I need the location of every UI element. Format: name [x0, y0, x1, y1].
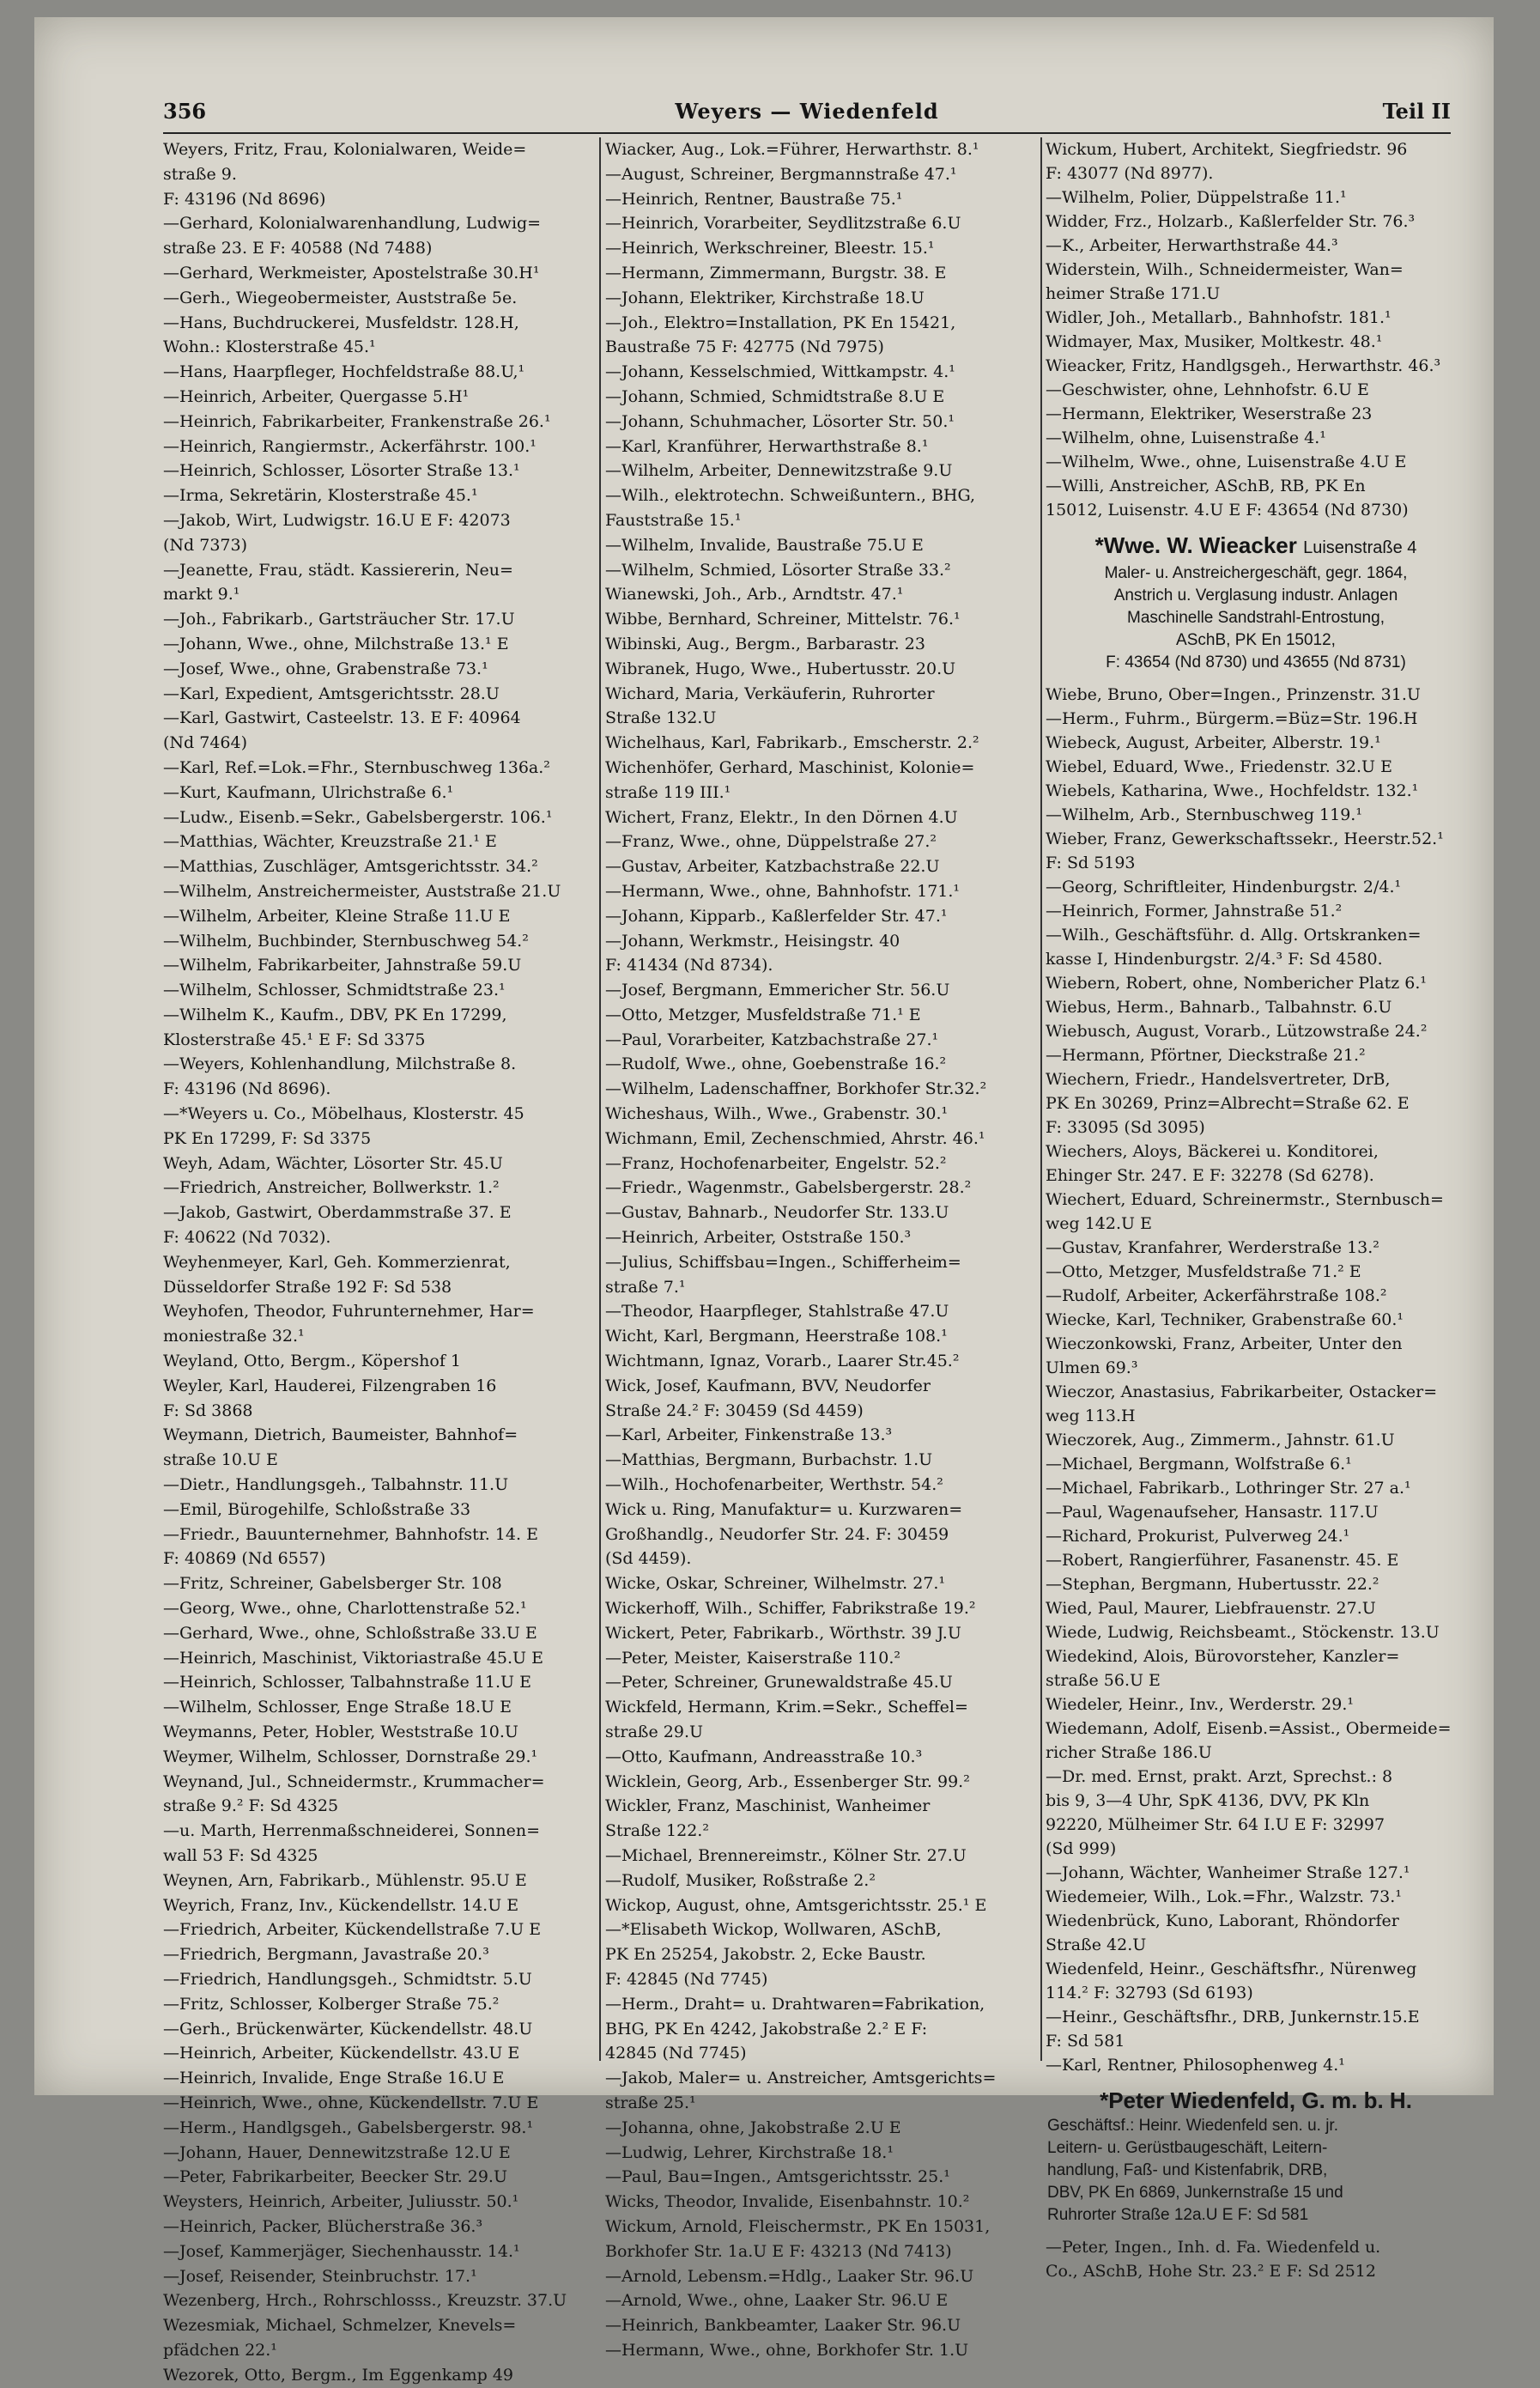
directory-entry-line: Wickum, Arnold, Fleischermstr., PK En 15031, — [605, 2216, 991, 2236]
directory-entry-line: —Franz, Hochofenarbeiter, Engelstr. 52.² — [605, 1153, 947, 1173]
directory-entry-line: —Heinrich, Arbeiter, Quergasse 5.H¹ — [163, 386, 470, 406]
directory-entry-line: straße 10.U E — [163, 1450, 278, 1470]
directory-entry-line: Weyhenmeyer, Karl, Geh. Kommerzienrat, — [163, 1252, 511, 1272]
directory-entry-line: straße 119 III.¹ — [605, 782, 731, 802]
directory-entry-line: —Johann, Wächter, Wanheimer Straße 127.¹ — [1046, 1863, 1410, 1882]
directory-entry-line: —Hermann, Elektriker, Weserstraße 23 — [1046, 404, 1373, 423]
directory-entry-line: —Heinr., Geschäftsfhr., DRB, Junkernstr.15.E — [1046, 2008, 1420, 2026]
directory-entry-line: —Jeanette, Frau, städt. Kassiererin, Neu= — [163, 560, 513, 580]
directory-entry-line: Wiede, Ludwig, Reichsbeamt., Stöckenstr. 13.U — [1046, 1623, 1440, 1642]
directory-entry-line: —Peter, Meister, Kaiserstraße 110.² — [605, 1648, 900, 1668]
directory-entry-line: —Wilh., Hochofenarbeiter, Werthstr. 54.² — [605, 1475, 943, 1495]
directory-entry-line: —Georg, Schriftleiter, Hindenburgstr. 2/4.¹ — [1046, 878, 1402, 896]
directory-entry-line: Wiebe, Bruno, Ober=Ingen., Prinzenstr. 31.U — [1046, 685, 1421, 704]
directory-entry-line: —Gerhard, Wwe., ohne, Schloßstraße 33.U E — [163, 1623, 537, 1643]
directory-entry-line: Wicheshaus, Wilh., Wwe., Grabenstr. 30.¹ — [605, 1104, 949, 1124]
directory-entry-line: —Irma, Sekretärin, Klosterstraße 45.¹ — [163, 486, 478, 506]
directory-entry-line: —Dr. med. Ernst, prakt. Arzt, Sprechst.: 8 — [1046, 1767, 1393, 1786]
directory-entry-line: —Richard, Prokurist, Pulverweg 24.¹ — [1046, 1527, 1350, 1546]
directory-entry-line: —Wilhelm, Schmied, Lösorter Straße 33.² — [605, 560, 951, 580]
directory-entry-line: markt 9.¹ — [163, 585, 240, 605]
directory-entry-line: PK En 17299, F: Sd 3375 — [163, 1128, 372, 1148]
directory-entry-line: —Willi, Anstreicher, ASchB, RB, PK En — [1046, 477, 1366, 495]
directory-entry-line: —Rudolf, Musiker, Roßstraße 2.² — [605, 1870, 876, 1890]
directory-entry-line: —Friedrich, Anstreicher, Bollwerkstr. 1.² — [163, 1178, 500, 1198]
directory-entry-line: —Rudolf, Wwe., ohne, Goebenstraße 16.² — [605, 1054, 947, 1074]
directory-entry-line: —Heinrich, Arbeiter, Kückendellstr. 43.U E — [163, 2044, 520, 2063]
directory-entry-line: F: Sd 581 — [1046, 2032, 1125, 2051]
directory-entry-line: —u. Marth, Herrenmaßschneiderei, Sonnen= — [163, 1821, 541, 1841]
ad-line: handlung, Faß- und Kistenfabrik, DRB, — [1047, 2161, 1328, 2179]
directory-entry-line: F: 40869 (Nd 6557) — [163, 1549, 326, 1569]
ad-line: DBV, PK En 6869, Junkernstraße 15 und — [1047, 2184, 1343, 2202]
directory-entry-line: —Hermann, Wwe., ohne, Bahnhofstr. 171.¹ — [605, 881, 961, 901]
directory-entry-line: Wick, Josef, Kaufmann, BVV, Neudorfer — [605, 1376, 931, 1395]
directory-entry-line: F: 41434 (Nd 8734). — [605, 956, 773, 975]
directory-entry-line: Weyrich, Franz, Inv., Kückendellstr. 14.U E — [163, 1895, 519, 1915]
directory-entry-line: Wickler, Franz, Maschinist, Wanheimer — [605, 1796, 931, 1816]
directory-entry-line: —Friedrich, Handlungsgeh., Schmidtstr. 5.U — [163, 1969, 532, 1989]
directory-entry-line: Wieczonkowski, Franz, Arbeiter, Unter den — [1046, 1334, 1403, 1353]
directory-entry-line: Wiebus, Herm., Bahnarb., Talbahnstr. 6.U — [1046, 998, 1392, 1017]
directory-entry-line: —Josef, Reisender, Steinbruchstr. 17.¹ — [163, 2266, 477, 2286]
directory-entry-line: F: 42845 (Nd 7745) — [605, 1969, 768, 1989]
directory-entry-line: Weynen, Arn, Fabrikarb., Mühlenstr. 95.U E — [163, 1870, 527, 1890]
directory-entry-line: —Wilhelm, Arbeiter, Dennewitzstraße 9.U — [605, 461, 953, 481]
directory-entry-line: —Wilh., Geschäftsführ. d. Allg. Ortskranken= — [1046, 926, 1422, 945]
directory-entry-line: F: 33095 (Sd 3095) — [1046, 1118, 1205, 1137]
directory-entry-line: —Hermann, Zimmermann, Burgstr. 38. E — [605, 263, 947, 283]
directory-entry-line: —Ludw., Eisenb.=Sekr., Gabelsbergerstr. 106.¹ — [163, 807, 553, 827]
directory-entry-line: —Wilhelm, Buchbinder, Sternbuschweg 54.² — [163, 931, 529, 951]
ad-line: F: 43654 (Nd 8730) und 43655 (Nd 8731) — [1106, 653, 1406, 671]
directory-entry-line: —Fritz, Schreiner, Gabelsberger Str. 108 — [163, 1574, 502, 1594]
directory-entry-line: F: 43077 (Nd 8977). — [1046, 164, 1214, 183]
directory-entry-line: Düsseldorfer Straße 192 F: Sd 538 — [163, 1277, 452, 1297]
directory-entry-line: Weysters, Heinrich, Arbeiter, Juliusstr. 50.¹ — [163, 2192, 519, 2212]
entries-list — [605, 137, 1033, 2363]
directory-entry-line: —Hans, Buchdruckerei, Musfeldstr. 128.H, — [163, 313, 519, 332]
directory-entry-line: Wiechers, Aloys, Bäckerei u. Konditorei, — [1046, 1142, 1379, 1161]
directory-entry-line: Großhandlg., Neudorfer Str. 24. F: 30459 — [605, 1524, 949, 1544]
directory-entry-line: Wied, Paul, Maurer, Liebfrauenstr. 27.U — [1046, 1599, 1376, 1618]
advertisement-wieacker — [1046, 527, 1466, 678]
directory-entry-line: —Hermann, Pförtner, Dieckstraße 21.² — [1046, 1046, 1366, 1065]
directory-entry-line: —Friedr., Wagenmstr., Gabelsbergerstr. 28.² — [605, 1178, 972, 1198]
directory-entry-line: —Herm., Draht= u. Drahtwaren=Fabrikation, — [605, 1994, 985, 2014]
directory-entry-line: Ehinger Str. 247. E F: 32278 (Sd 6278). — [1046, 1166, 1374, 1185]
directory-entry-line: —Gustav, Kranfahrer, Werderstraße 13.² — [1046, 1238, 1379, 1257]
directory-entry-line: Wicht, Karl, Bergmann, Heerstraße 108.¹ — [605, 1327, 948, 1346]
directory-entry-line: Straße 24.² F: 30459 (Sd 4459) — [605, 1401, 864, 1420]
directory-entry-line: —August, Schreiner, Bergmannstraße 47.¹ — [605, 164, 957, 184]
column-divider — [1040, 137, 1042, 2061]
directory-entry-line: straße 7.¹ — [605, 1277, 686, 1297]
directory-entry-line: Wickum, Hubert, Architekt, Siegfriedstr. 96 — [1046, 140, 1408, 159]
directory-entry-line: —Otto, Kaufmann, Andreasstraße 10.³ — [605, 1747, 923, 1766]
directory-entry-line: —Gerhard, Werkmeister, Apostelstraße 30.H¹ — [163, 263, 540, 283]
directory-entry-line: Wieacker, Fritz, Handlgsgeh., Herwarthstr. 46.³ — [1046, 356, 1441, 375]
ad-line: Maler- u. Anstreichergeschäft, gegr. 1864, — [1104, 564, 1408, 582]
ad-line: Leitern- u. Gerüstbaugeschäft, Leitern- — [1047, 2139, 1328, 2157]
directory-entry-line: —Herm., Handlgsgeh., Gabelsbergerstr. 98.¹ — [163, 2118, 534, 2137]
directory-entry-line: —Arnold, Wwe., ohne, Laaker Str. 96.U E — [605, 2291, 949, 2311]
directory-entry-line: weg 142.U E — [1046, 1214, 1152, 1233]
directory-entry-line: Fauststraße 15.¹ — [605, 510, 742, 530]
directory-entry-line: straße 9.² F: Sd 4325 — [163, 1796, 339, 1816]
directory-entry-line: Wezenberg, Hrch., Rohrschlosss., Kreuzstr. 37.U — [163, 2291, 567, 2311]
directory-entry-line: Wichard, Maria, Verkäuferin, Ruhrorter — [605, 684, 935, 703]
directory-entry-line: —Heinrich, Fabrikarbeiter, Frankenstraße 26.¹ — [163, 411, 551, 431]
header-rule — [163, 132, 1451, 134]
directory-page — [34, 17, 1494, 2385]
directory-entry-line: —Dietr., Handlungsgeh., Talbahnstr. 11.U — [163, 1475, 509, 1495]
directory-entry-line: —Johann, Schuhmacher, Lösorter Str. 50.¹ — [605, 411, 955, 431]
directory-entry-line: —Johann, Hauer, Dennewitzstraße 12.U E — [163, 2142, 511, 2162]
directory-entry-line: Wickop, August, ohne, Amtsgerichtsstr. 25.¹ E — [605, 1895, 987, 1915]
directory-entry-line: Wichtmann, Ignaz, Vorarb., Laarer Str.45.² — [605, 1352, 960, 1371]
directory-entry-line: 92220, Mülheimer Str. 64 I.U E F: 32997 — [1046, 1815, 1385, 1834]
directory-entry-line: Wiacker, Aug., Lok.=Führer, Herwarthstr. 8.¹ — [605, 140, 979, 159]
directory-entry-line: —Wilhelm, Arbeiter, Kleine Straße 11.U E — [163, 906, 511, 926]
directory-entry-line: Wieczor, Anastasius, Fabrikarbeiter, Ostacker= — [1046, 1382, 1438, 1401]
directory-entry-line: —Jakob, Maler= u. Anstreicher, Amtsgerichts= — [605, 2069, 997, 2088]
directory-entry-line: Wieczorek, Aug., Zimmerm., Jahnstr. 61.U — [1046, 1431, 1395, 1449]
directory-entry-line: Ulmen 69.³ — [1046, 1358, 1138, 1377]
directory-entry-line: Straße 132.U — [605, 708, 717, 728]
directory-entry-line: —Heinrich, Maschinist, Viktoriastraße 45.U E — [163, 1648, 543, 1668]
directory-entry-line: —Peter, Schreiner, Grunewaldstraße 45.U — [605, 1673, 953, 1692]
directory-entry-line: —Heinrich, Wwe., ohne, Kückendellstr. 7.U E — [163, 2093, 539, 2112]
running-title: Weyers — Wiedenfeld — [675, 99, 939, 124]
directory-entry-line: Wickfeld, Hermann, Krim.=Sekr., Scheffel= — [605, 1698, 968, 1717]
directory-entry-line: Wicks, Theodor, Invalide, Eisenbahnstr. 10.² — [605, 2192, 970, 2212]
directory-entry-line: Baustraße 75 F: 42775 (Nd 7975) — [605, 337, 884, 357]
directory-entry-line: —Wilhelm, Polier, Düppelstraße 11.¹ — [1046, 188, 1347, 207]
directory-entry-line: —K., Arbeiter, Herwarthstraße 44.³ — [1046, 236, 1338, 255]
directory-entry-line: straße 25.¹ — [605, 2093, 696, 2112]
directory-entry-line: Wichelhaus, Karl, Fabrikarb., Emscherstr. 2.² — [605, 733, 979, 753]
directory-entry-line: —Karl, Rentner, Philosophenweg 4.¹ — [1046, 2056, 1345, 2075]
directory-entry-line: —Johann, Werkmstr., Heisingstr. 40 — [605, 931, 900, 951]
directory-entry-line: —Heinrich, Bankbeamter, Laaker Str. 96.U — [605, 2316, 961, 2336]
directory-entry-line: Wiebern, Robert, ohne, Nombericher Platz 6.¹ — [1046, 974, 1428, 993]
directory-entry-line: —*Weyers u. Co., Möbelhaus, Klosterstr. 45 — [163, 1104, 524, 1124]
directory-entry-line: Widder, Frz., Holzarb., Kaßlerfelder Str. 76.³ — [1046, 212, 1416, 231]
directory-entry-line: —Karl, Kranführer, Herwarthstraße 8.¹ — [605, 436, 929, 456]
directory-entry-line: Wiedenfeld, Heinr., Geschäftsfhr., Nürenweg — [1046, 1960, 1417, 1978]
directory-entry-line: Wiedemeier, Wilh., Lok.=Fhr., Walzstr. 73.¹ — [1046, 1887, 1402, 1906]
directory-entry-line: —Heinrich, Schlosser, Lösorter Straße 13.¹ — [163, 461, 520, 481]
directory-entry-line: heimer Straße 171.U — [1046, 284, 1221, 303]
directory-entry-line: Wiedekind, Alois, Bürovorsteher, Kanzler= — [1046, 1647, 1400, 1666]
ad-title: *Peter Wiedenfeld, G. m. b. H. — [1100, 2087, 1412, 2113]
directory-entry-line: —Heinrich, Werkschreiner, Bleestr. 15.¹ — [605, 239, 935, 258]
directory-entry-line: Wiebeck, August, Arbeiter, Alberstr. 19.¹ — [1046, 733, 1381, 752]
directory-entry-line: Klosterstraße 45.¹ E F: Sd 3375 — [163, 1030, 426, 1049]
directory-entry-line: —Friedrich, Arbeiter, Kückendellstraße 7.U E — [163, 1920, 542, 1940]
directory-entry-line: Wiechert, Eduard, Schreinermstr., Sternbusch= — [1046, 1190, 1444, 1209]
directory-entry-line: —Matthias, Zuschläger, Amtsgerichtsstr. 34.² — [163, 857, 538, 877]
directory-entry-line: —Heinrich, Rangiermstr., Ackerfährstr. 100.¹ — [163, 436, 537, 456]
directory-entry-line: —Peter, Ingen., Inh. d. Fa. Wiedenfeld u. — [1046, 2238, 1381, 2257]
directory-entry-line: Co., ASchB, Hohe Str. 23.² E F: Sd 2512 — [1046, 2262, 1376, 2281]
directory-entry-line: —Geschwister, ohne, Lehnhofstr. 6.U E — [1046, 380, 1369, 399]
ad-title: *Wwe. W. Wieacker — [1094, 532, 1297, 558]
directory-entry-line: —Matthias, Bergmann, Burbachstr. 1.U — [605, 1450, 933, 1470]
directory-entry-line: Wibbe, Bernhard, Schreiner, Mittelstr. 76.¹ — [605, 610, 961, 629]
directory-entry-line: —Friedrich, Bergmann, Javastraße 20.³ — [163, 1945, 489, 1965]
directory-entry-line: —Karl, Gastwirt, Casteelstr. 13. E F: 40964 — [163, 708, 521, 728]
directory-entry-line: Wickerhoff, Wilh., Schiffer, Fabrikstraße 19.² — [605, 1599, 976, 1619]
directory-entry-line: —Karl, Ref.=Lok.=Fhr., Sternbuschweg 136a.² — [163, 757, 550, 777]
directory-entry-line: Wiecke, Karl, Techniker, Grabenstraße 60.¹ — [1046, 1310, 1404, 1329]
ad-line: Geschäftsf.: Heinr. Wiedenfeld sen. u. jr. — [1047, 2117, 1338, 2135]
directory-entry-line: Weyland, Otto, Bergm., Köpershof 1 — [163, 1352, 461, 1371]
directory-entry-line: straße 29.U — [605, 1723, 703, 1741]
directory-entry-line: —Wilhelm K., Kaufm., DBV, PK En 17299, — [163, 1005, 507, 1024]
directory-entry-line: Weynand, Jul., Schneidermstr., Krummacher= — [163, 1771, 545, 1791]
directory-entry-line: —Rudolf, Arbeiter, Ackerfährstraße 108.² — [1046, 1286, 1387, 1305]
directory-entry-line: PK En 25254, Jakobstr. 2, Ecke Baustr. — [605, 1945, 926, 1965]
part-label: Teil II — [1382, 99, 1451, 124]
entries-list — [1046, 137, 1466, 522]
directory-entry-line: —Arnold, Lebensm.=Hdlg., Laaker Str. 96.U — [605, 2266, 974, 2286]
directory-entry-line: F: 40622 (Nd 7032). — [163, 1228, 331, 1248]
directory-entry-line: —Wilhelm, ohne, Luisenstraße 4.¹ — [1046, 428, 1326, 447]
column-1 — [163, 137, 592, 2385]
directory-entry-line: Wick u. Ring, Manufaktur= u. Kurzwaren= — [605, 1499, 963, 1519]
directory-entry-line: —Josef, Kammerjäger, Siechenhausstr. 14.¹ — [163, 2241, 520, 2261]
directory-entry-line: (Sd 999) — [1046, 1839, 1117, 1858]
directory-entry-line: —Wilhelm, Schlosser, Enge Straße 18.U E — [163, 1698, 512, 1717]
directory-entry-line: Weymann, Dietrich, Baumeister, Bahnhof= — [163, 1425, 518, 1445]
directory-entry-line: weg 113.H — [1046, 1407, 1136, 1425]
directory-entry-line: —Emil, Bürogehilfe, Schloßstraße 33 — [163, 1499, 471, 1519]
directory-entry-line: Wichert, Franz, Elektr., In den Dörnen 4.U — [605, 807, 958, 827]
directory-entry-line: moniestraße 32.¹ — [163, 1327, 305, 1346]
directory-entry-line: —Heinrich, Invalide, Enge Straße 16.U E — [163, 2069, 505, 2088]
directory-entry-line: kasse I, Hindenburgstr. 2/4.³ F: Sd 4580. — [1046, 950, 1383, 969]
directory-entry-line: straße 23. E F: 40588 (Nd 7488) — [163, 239, 433, 258]
directory-entry-line: Widmayer, Max, Musiker, Moltkestr. 48.¹ — [1046, 332, 1383, 351]
directory-entry-line: Straße 42.U — [1046, 1935, 1147, 1954]
directory-entry-line: —Weyers, Kohlenhandlung, Milchstraße 8. — [163, 1054, 517, 1074]
directory-entry-line: —Heinrich, Packer, Blücherstraße 36.³ — [163, 2216, 483, 2236]
directory-entry-line: (Nd 7373) — [163, 535, 248, 555]
directory-entry-line: —Josef, Bergmann, Emmericher Str. 56.U — [605, 981, 950, 1000]
directory-entry-line: —Julius, Schiffsbau=Ingen., Schifferheim= — [605, 1252, 961, 1272]
directory-entry-line: Weymer, Wilhelm, Schlosser, Dornstraße 29.¹ — [163, 1747, 538, 1766]
directory-entry-line: —Michael, Bergmann, Wolfstraße 6.¹ — [1046, 1455, 1352, 1474]
directory-entry-line: Wiebusch, August, Vorarb., Lützowstraße 24.² — [1046, 1022, 1428, 1041]
directory-entry-line: —Wilh., elektrotechn. Schweißuntern., BHG, — [605, 486, 976, 506]
directory-entry-line: —Michael, Brennereimstr., Kölner Str. 27.U — [605, 1845, 967, 1865]
directory-entry-line: —Paul, Bau=Ingen., Amtsgerichtsstr. 25.¹ — [605, 2167, 950, 2187]
directory-entry-line: Wiedemann, Adolf, Eisenb.=Assist., Obermeide= — [1046, 1719, 1452, 1738]
directory-entry-line: —Friedr., Bauunternehmer, Bahnhofstr. 14. E — [163, 1524, 538, 1544]
directory-entry-line: —Wilhelm, Fabrikarbeiter, Jahnstraße 59.U — [163, 956, 522, 975]
directory-entry-line: —Kurt, Kaufmann, Ulrichstraße 6.¹ — [163, 782, 454, 802]
directory-entry-line: BHG, PK En 4242, Jakobstraße 2.² E F: — [605, 2019, 928, 2039]
directory-entry-line: pfädchen 22.¹ — [163, 2340, 277, 2360]
directory-entry-line: 42845 (Nd 7745) — [605, 2044, 747, 2063]
directory-entry-line: —Gustav, Arbeiter, Katzbachstraße 22.U — [605, 857, 940, 877]
directory-entry-line: —Wilhelm, Invalide, Baustraße 75.U E — [605, 535, 924, 555]
directory-entry-line: Wezesmiak, Michael, Schmelzer, Knevels= — [163, 2316, 517, 2336]
directory-entry-line: —Ludwig, Lehrer, Kirchstraße 18.¹ — [605, 2142, 894, 2162]
directory-entry-line: —Johanna, ohne, Jakobstraße 2.U E — [605, 2118, 901, 2137]
directory-entry-line: —Johann, Schmied, Schmidtstraße 8.U E — [605, 386, 945, 406]
ad-line: Ruhrorter Straße 12a.U E F: Sd 581 — [1047, 2206, 1309, 2224]
directory-entry-line: —Wilhelm, Schlosser, Schmidtstraße 23.¹ — [163, 981, 506, 1000]
directory-entry-line: Weyhofen, Theodor, Fuhrunternehmer, Har= — [163, 1302, 535, 1322]
ad-line: Maschinelle Sandstrahl-Entrostung, — [1127, 609, 1385, 627]
directory-entry-line: Wiedenbrück, Kuno, Laborant, Rhöndorfer — [1046, 1911, 1399, 1930]
advertisement-wiedenfeld — [1046, 2082, 1466, 2230]
directory-entry-line: F: Sd 5193 — [1046, 854, 1136, 872]
directory-entry-line: —Jakob, Gastwirt, Oberdammstraße 37. E — [163, 1203, 512, 1223]
directory-entry-line: —Wilhelm, Wwe., ohne, Luisenstraße 4.U E — [1046, 453, 1407, 471]
directory-entry-line: —Wilhelm, Anstreichermeister, Auststraße 21.U — [163, 881, 561, 901]
directory-entry-line: —Robert, Rangierführer, Fasanenstr. 45. E — [1046, 1551, 1399, 1570]
directory-entry-line: —Paul, Vorarbeiter, Katzbachstraße 27.¹ — [605, 1030, 939, 1049]
directory-entry-line: Wicklein, Georg, Arb., Essenberger Str. 99.² — [605, 1771, 970, 1791]
directory-entry-line: —Johann, Kipparb., Kaßlerfelder Str. 47.¹ — [605, 906, 948, 926]
directory-entry-line: —Joh., Elektro=Installation, PK En 15421, — [605, 313, 956, 332]
directory-entry-line: straße 9. — [163, 164, 237, 184]
directory-entry-line: —Otto, Metzger, Musfeldstraße 71.¹ E — [605, 1005, 921, 1024]
directory-entry-line: —Gerh., Brückenwärter, Kückendellstr. 48.U — [163, 2019, 533, 2039]
column-2 — [605, 137, 1033, 2360]
directory-entry-line: —Paul, Wagenaufseher, Hansastr. 117.U — [1046, 1503, 1379, 1522]
directory-entry-line: Straße 122.² — [605, 1821, 709, 1841]
directory-entry-line: Wiedeler, Heinr., Inv., Werderstr. 29.¹ — [1046, 1695, 1354, 1714]
directory-entry-line: —Michael, Fabrikarb., Lothringer Str. 27 a.¹ — [1046, 1479, 1411, 1498]
directory-entry-line: —Otto, Metzger, Musfeldstraße 71.² E — [1046, 1262, 1361, 1281]
directory-entry-line: Wibinski, Aug., Bergm., Barbarastr. 23 — [605, 634, 925, 653]
column-divider — [599, 137, 601, 2061]
directory-entry-line: Wickert, Peter, Fabrikarb., Wörthstr. 39 J.U — [605, 1623, 961, 1643]
directory-entry-line: —Hermann, Wwe., ohne, Borkhofer Str. 1.U — [605, 2340, 969, 2360]
directory-entry-line: Weyler, Karl, Hauderei, Filzengraben 16 — [163, 1376, 497, 1395]
page-number: 356 — [163, 99, 207, 124]
ad-line: ASchB, PK En 15012, — [1176, 631, 1336, 649]
directory-entry-line: —Heinrich, Former, Jahnstraße 51.² — [1046, 902, 1343, 921]
directory-entry-line: wall 53 F: Sd 4325 — [163, 1845, 318, 1865]
directory-entry-line: —Karl, Arbeiter, Finkenstraße 13.³ — [605, 1425, 893, 1445]
directory-entry-line: (Sd 4459). — [605, 1549, 692, 1569]
directory-entry-line: —*Elisabeth Wickop, Wollwaren, ASchB, — [605, 1920, 942, 1940]
directory-entry-line: —Joh., Fabrikarb., Gartsträucher Str. 17.U — [163, 610, 515, 629]
directory-entry-line: straße 56.U E — [1046, 1671, 1161, 1690]
directory-entry-line: Wiebels, Katharina, Wwe., Hochfeldstr. 132.¹ — [1046, 781, 1419, 800]
directory-entry-line: Wichmann, Emil, Zechenschmied, Ahrstr. 46.¹ — [605, 1128, 985, 1148]
directory-entry-line: (Nd 7464) — [163, 733, 248, 753]
directory-entry-line: Widler, Joh., Metallarb., Bahnhofstr. 181.¹ — [1046, 308, 1391, 327]
directory-entry-line: Wieber, Franz, Gewerkschaftssekr., Heerstr.52.¹ — [1046, 829, 1444, 848]
directory-entry-line: 15012, Luisenstr. 4.U E F: 43654 (Nd 8730) — [1046, 501, 1409, 520]
directory-entry-line: Wicke, Oskar, Schreiner, Wilhelmstr. 27.¹ — [605, 1574, 946, 1594]
directory-entry-line: Wezorek, Otto, Bergm., Im Eggenkamp 49 — [163, 2365, 514, 2385]
directory-entry-line: Widerstein, Wilh., Schneidermeister, Wan= — [1046, 260, 1404, 279]
directory-entry-line: —Karl, Expedient, Amtsgerichtsstr. 28.U — [163, 684, 500, 703]
directory-entry-line: —Josef, Wwe., ohne, Grabenstraße 73.¹ — [163, 659, 488, 678]
directory-entry-line: Wohn.: Klosterstraße 45.¹ — [163, 337, 376, 357]
directory-entry-line: —Fritz, Schlosser, Kolberger Straße 75.² — [163, 1994, 500, 2014]
directory-entry-line: Weyh, Adam, Wächter, Lösorter Str. 45.U — [163, 1153, 503, 1173]
directory-entry-line: Wibranek, Hugo, Wwe., Hubertusstr. 20.U — [605, 659, 956, 678]
directory-entry-line: Wianewski, Joh., Arb., Arndtstr. 47.¹ — [605, 585, 904, 605]
directory-entry-line: —Johann, Wwe., ohne, Milchstraße 13.¹ E — [163, 634, 509, 653]
directory-entry-line: F: 43196 (Nd 8696). — [163, 1079, 331, 1099]
ad-line: Anstrich u. Verglasung industr. Anlagen — [1113, 586, 1398, 605]
entries-list — [1046, 683, 1466, 2077]
column-3 — [1046, 137, 1466, 2281]
directory-entry-line: —Gustav, Bahnarb., Neudorfer Str. 133.U — [605, 1203, 949, 1223]
directory-entry-line: —Heinrich, Vorarbeiter, Seydlitzstraße 6.U — [605, 214, 961, 234]
directory-entry-line: —Franz, Wwe., ohne, Düppelstraße 27.² — [605, 832, 937, 852]
directory-entry-line: —Peter, Fabrikarbeiter, Beecker Str. 29.U — [163, 2167, 507, 2187]
entries-list — [163, 137, 592, 2388]
page-header — [163, 99, 1451, 130]
directory-entry-line: —Johann, Kesselschmied, Wittkampstr. 4.¹ — [605, 362, 955, 382]
directory-entry-line: Wiechern, Friedr., Handelsvertreter, DrB, — [1046, 1070, 1391, 1089]
directory-entry-line: Borkhofer Str. 1a.U E F: 43213 (Nd 7413) — [605, 2241, 952, 2261]
directory-entry-line: —Herm., Fuhrm., Bürgerm.=Büz=Str. 196.H — [1046, 709, 1418, 728]
directory-entry-line: —Theodor, Haarpfleger, Stahlstraße 47.U — [605, 1302, 949, 1322]
directory-entry-line: bis 9, 3—4 Uhr, SpK 4136, DVV, PK Kln — [1046, 1791, 1370, 1810]
directory-entry-line: —Wilhelm, Ladenschaffner, Borkhofer Str.32.² — [605, 1079, 987, 1099]
entries-list — [1046, 2235, 1466, 2283]
ad-title-suffix: Luisenstraße 4 — [1303, 538, 1417, 557]
directory-entry-line: richer Straße 186.U — [1046, 1743, 1212, 1762]
directory-entry-line: PK En 30269, Prinz=Albrecht=Straße 62. E — [1046, 1094, 1410, 1113]
directory-entry-line: Wiebel, Eduard, Wwe., Friedenstr. 32.U E — [1046, 757, 1392, 776]
directory-entry-line: Weyers, Fritz, Frau, Kolonialwaren, Weide= — [163, 140, 527, 159]
directory-entry-line: —Matthias, Wächter, Kreuzstraße 21.¹ E — [163, 832, 497, 852]
directory-entry-line: —Heinrich, Arbeiter, Oststraße 150.³ — [605, 1228, 912, 1248]
directory-entry-line: 114.² F: 32793 (Sd 6193) — [1046, 1984, 1253, 2002]
directory-entry-line: —Gerh., Wiegeobermeister, Auststraße 5e. — [163, 288, 518, 307]
directory-entry-line: —Heinrich, Schlosser, Talbahnstraße 11.U E — [163, 1673, 531, 1692]
directory-entry-line: —Wilhelm, Arb., Sternbuschweg 119.¹ — [1046, 805, 1362, 824]
directory-entry-line: Wichenhöfer, Gerhard, Maschinist, Kolonie= — [605, 757, 975, 777]
directory-entry-line: —Johann, Elektriker, Kirchstraße 18.U — [605, 288, 925, 307]
directory-entry-line: F: Sd 3868 — [163, 1401, 253, 1420]
directory-entry-line: —Gerhard, Kolonialwarenhandlung, Ludwig= — [163, 214, 542, 234]
directory-entry-line: —Jakob, Wirt, Ludwigstr. 16.U E F: 42073 — [163, 510, 511, 530]
directory-entry-line: —Georg, Wwe., ohne, Charlottenstraße 52.¹ — [163, 1599, 527, 1619]
directory-entry-line: Weymanns, Peter, Hobler, Weststraße 10.U — [163, 1723, 518, 1741]
directory-entry-line: —Hans, Haarpfleger, Hochfeldstraße 88.U,¹ — [163, 362, 525, 382]
directory-entry-line: —Stephan, Bergmann, Hubertusstr. 22.² — [1046, 1575, 1379, 1594]
directory-entry-line: —Heinrich, Rentner, Baustraße 75.¹ — [605, 189, 903, 209]
directory-entry-line: F: 43196 (Nd 8696) — [163, 189, 326, 209]
